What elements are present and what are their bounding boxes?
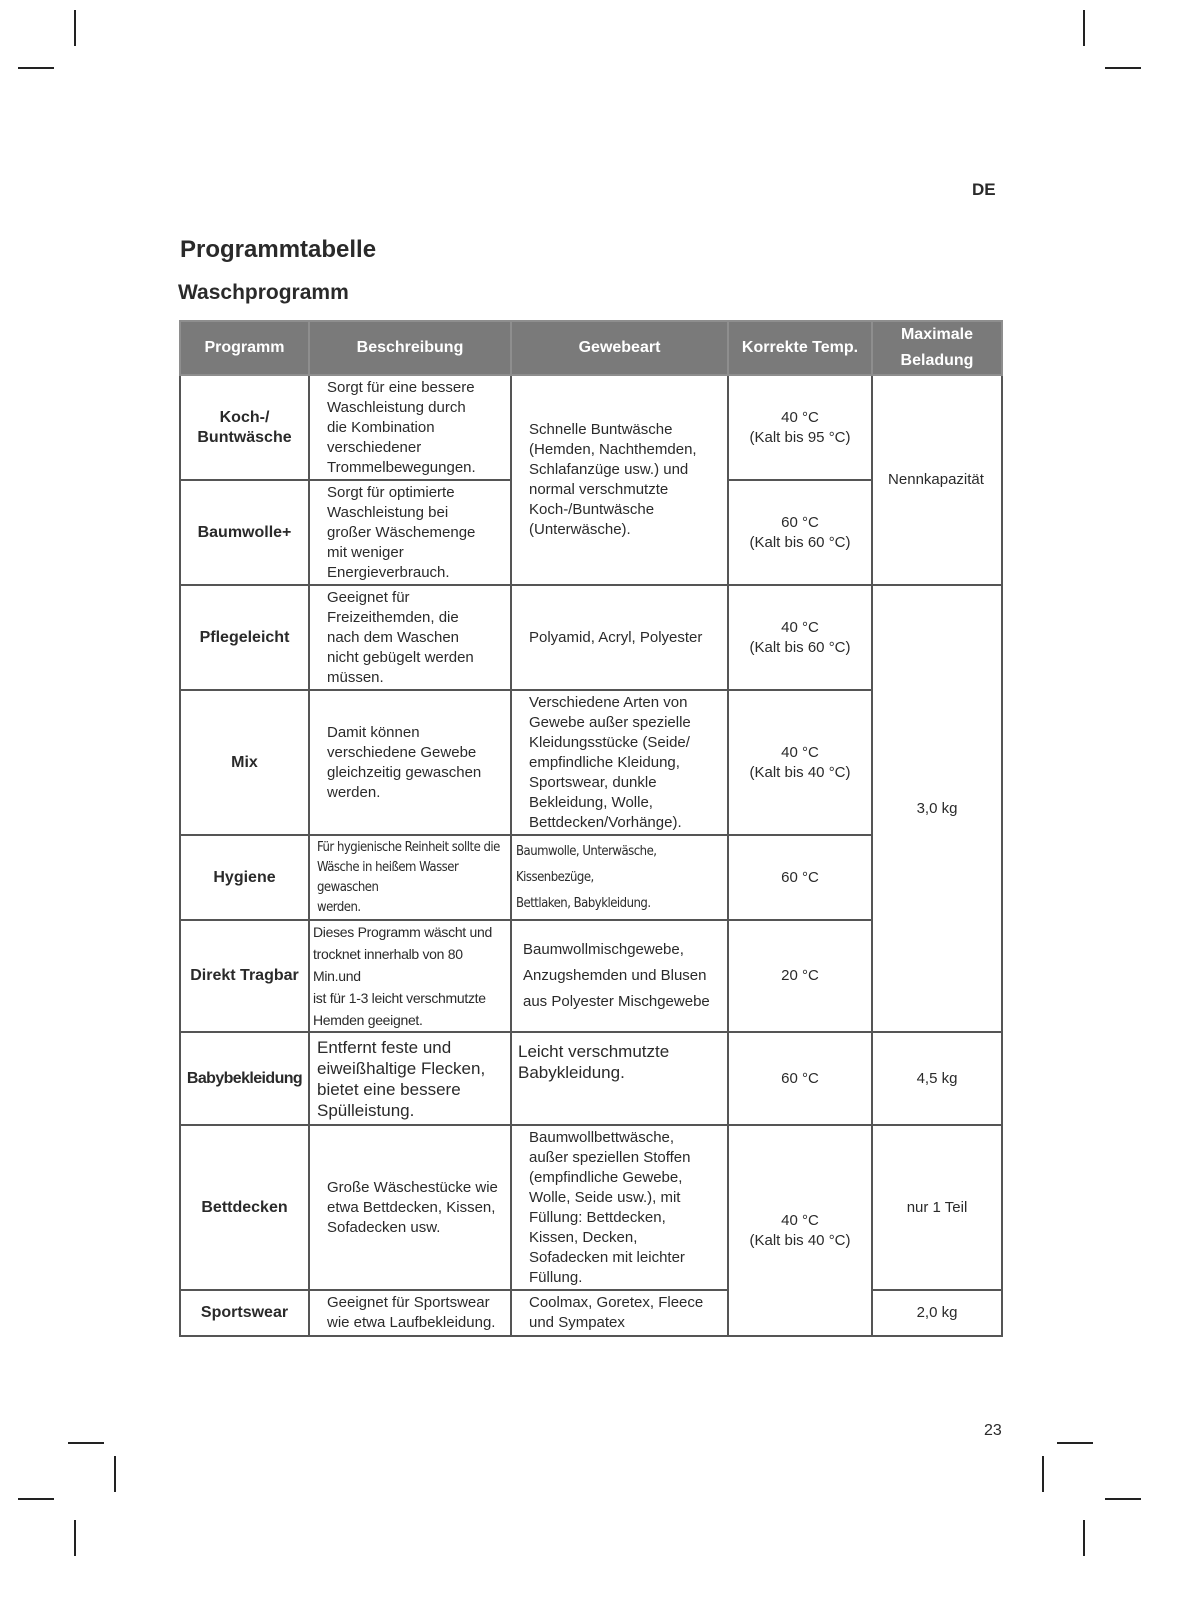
- program-name: Sportswear: [180, 1290, 309, 1336]
- program-description: Geeignet für Freizeithemden, die nach dem Waschen nicht gebügelt werden müssen.: [309, 585, 511, 690]
- program-description: Sorgt für optimierte Waschleistung bei großer Wäschemenge mit weniger Energieverbrauch.: [309, 480, 511, 585]
- temperature: 60 °C: [728, 835, 872, 920]
- table-row: [180, 585, 1002, 690]
- program-description: Dieses Programm wäscht und trocknet innerhalb von 80 Min.und ist für 1-3 leicht verschmutzte Hemden geeignet.: [309, 920, 511, 1032]
- header-temp: Korrekte Temp.: [728, 321, 872, 375]
- fabric-type: Leicht verschmutzte Babykleidung.: [511, 1032, 728, 1125]
- crop-mark: [74, 10, 76, 46]
- program-description: Entfernt feste und eiweißhaltige Flecken, bietet eine bessere Spülleistung.: [309, 1032, 511, 1125]
- table-row: [180, 1125, 1002, 1290]
- table-header-row: [180, 321, 1002, 375]
- header-gewebeart: Gewebeart: [511, 321, 728, 375]
- language-label: DE: [972, 180, 996, 199]
- table-row: [180, 375, 1002, 480]
- header-programm: Programm: [180, 321, 309, 375]
- program-description: Große Wäschestücke wie etwa Bettdecken, Kissen, Sofadecken usw.: [309, 1125, 511, 1290]
- header-beladung: Maximale Beladung: [872, 321, 1002, 375]
- fabric-type: Verschiedene Arten von Gewebe außer spezielle Kleidungsstücke (Seide/ empfindliche Kleidung, Sportswear, dunkle Bekleidung, Wolle, Bettdecken/Vorhänge).: [511, 690, 728, 835]
- program-name: Pflegeleicht: [180, 585, 309, 690]
- crop-mark: [18, 1498, 54, 1500]
- max-load: Nennkapazität: [872, 375, 1002, 585]
- temperature: 40 °C (Kalt bis 40 °C): [728, 1125, 872, 1336]
- program-table: [179, 320, 1003, 1337]
- crop-mark: [74, 1520, 76, 1556]
- fabric-type: Baumwollmischgewebe, Anzugshemden und Blusen aus Polyester Mischgewebe: [511, 920, 728, 1032]
- temperature: 40 °C (Kalt bis 60 °C): [728, 585, 872, 690]
- fabric-type: Schnelle Buntwäsche (Hemden, Nachthemden, Schlafanzüge usw.) und normal verschmutzte Koch-/Buntwäsche (Unterwäsche).: [511, 375, 728, 585]
- crop-mark: [114, 1456, 116, 1492]
- program-name: Direkt Tragbar: [180, 920, 309, 1032]
- page-title: Programmtabelle: [180, 236, 377, 263]
- crop-mark: [1083, 1520, 1085, 1556]
- temperature: 40 °C (Kalt bis 40 °C): [728, 690, 872, 835]
- program-name: Mix: [180, 690, 309, 835]
- table-row: [180, 1032, 1002, 1125]
- table-row: [180, 1290, 1002, 1336]
- program-name: Hygiene: [180, 835, 309, 920]
- crop-mark: [1105, 67, 1141, 69]
- crop-mark: [68, 1442, 104, 1444]
- crop-mark: [18, 67, 54, 69]
- fabric-type: Baumwollbettwäsche, außer speziellen Stoffen (empfindliche Gewebe, Wolle, Seide usw.), mit Füllung: Bettdecken, Kissen, Decken, Sofadecken mit leichter Füllung.: [511, 1125, 728, 1290]
- fabric-type: Coolmax, Goretex, Fleece und Sympatex: [511, 1290, 728, 1336]
- program-name: Babybekleidung: [180, 1032, 309, 1125]
- program-name: Koch-/ Buntwäsche: [180, 375, 309, 480]
- max-load: 3,0 kg: [872, 585, 1002, 1032]
- section-title: Waschprogramm: [178, 281, 349, 304]
- fabric-type: Baumwolle, Unterwäsche, Kissenbezüge, Bettlaken, Babykleidung.: [511, 835, 728, 920]
- program-description: Geeignet für Sportswear wie etwa Laufbekleidung.: [309, 1290, 511, 1336]
- crop-mark: [1105, 1498, 1141, 1500]
- page-number: 23: [984, 1422, 1002, 1439]
- program-description: Für hygienische Reinheit sollte die Wäsche in heißem Wasser gewaschen werden.: [309, 835, 511, 920]
- program-name: Baumwolle+: [180, 480, 309, 585]
- crop-mark: [1083, 10, 1085, 46]
- temperature: 60 °C: [728, 1032, 872, 1125]
- fabric-type: Polyamid, Acryl, Polyester: [511, 585, 728, 690]
- header-beschreibung: Beschreibung: [309, 321, 511, 375]
- program-description: Sorgt für eine bessere Waschleistung durch die Kombination verschiedener Trommelbewegungen.: [309, 375, 511, 480]
- temperature: 20 °C: [728, 920, 872, 1032]
- crop-mark: [1042, 1456, 1044, 1492]
- program-description: Damit können verschiedene Gewebe gleichzeitig gewaschen werden.: [309, 690, 511, 835]
- max-load: 4,5 kg: [872, 1032, 1002, 1125]
- temperature: 60 °C (Kalt bis 60 °C): [728, 480, 872, 585]
- program-name: Bettdecken: [180, 1125, 309, 1290]
- crop-mark: [1057, 1442, 1093, 1444]
- max-load: 2,0 kg: [872, 1290, 1002, 1336]
- max-load: nur 1 Teil: [872, 1125, 1002, 1290]
- temperature: 40 °C (Kalt bis 95 °C): [728, 375, 872, 480]
